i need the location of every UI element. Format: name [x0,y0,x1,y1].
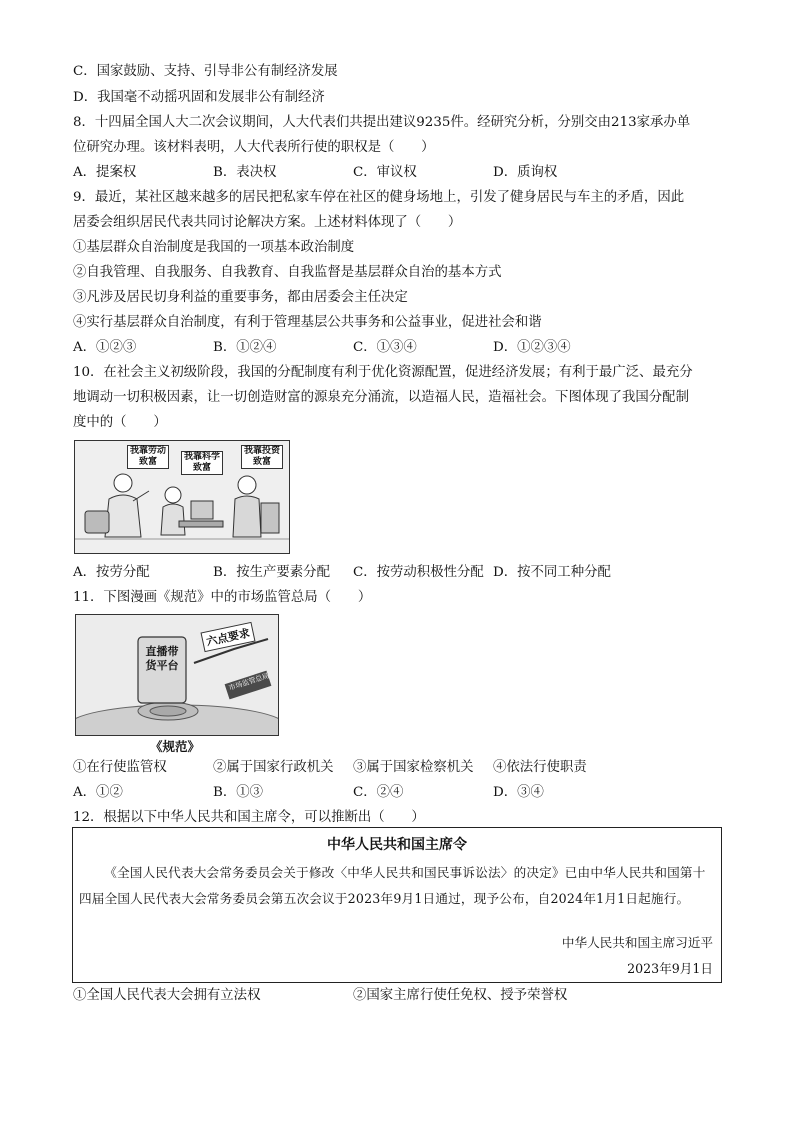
presidential-order-box [72,827,722,983]
six-requirements-tag: 六点要求 [200,622,255,652]
q11-option-c: C．②④ [353,785,404,800]
q11-cartoon [75,614,279,736]
q9-statement-4: ④实行基层群众自治制度，有利于管理基层公共事务和公益事业，促进社会和谐 [73,315,542,330]
q9-option-a: A．①②③ [73,340,137,355]
q11-statement-4: ④依法行使职责 [493,760,587,775]
bubble-labor: 我靠劳动致富 [127,445,169,469]
q11-statements [73,758,733,778]
q10-stem-line3: 度中的（ ） [73,415,167,430]
q8-stem-line2: 位研究办理。该材料表明，人大代表所行使的职权是（ ） [73,140,435,155]
q10-stem-line2: 地调动一切积极因素，让一切创造财富的源泉充分涌流，以造福人民，造福社会。下图体现了我国分配制 [73,390,689,405]
bubble-investment: 我靠投资致富 [241,445,283,469]
q11-options [73,783,733,803]
q8-stem-line1: 8．十四届全国人大二次会议期间，人大代表们共提出建议9235件。经研究分析，分别交由213家承办单 [73,115,691,130]
q11-statement-1: ①在行使监管权 [73,760,167,775]
bubble-science: 我靠科学致富 [181,451,223,475]
q9-options [73,338,733,358]
q10-option-a: A．按劳分配 [73,565,150,580]
q10-option-c: C．按劳动积极性分配 [353,565,484,580]
order-body: 《全国人民代表大会常务委员会关于修改〈中华人民共和国民事诉讼法〉的决定》已由中华人民共和国第十四届全国人民代表大会常务委员会第五次会议于2023年9月1日通过，现予公布，自2024年1月1日起施行。 [79,865,706,906]
prev-option-c: C．国家鼓励、支持、引导非公有制经济发展 [73,64,338,79]
q9-statement-3: ③凡涉及居民切身利益的重要事务，都由居委会主任决定 [73,290,408,305]
q8-option-d: D．质询权 [493,165,558,180]
q9-option-c: C．①③④ [353,340,417,355]
q11-caption: 《规范》 [150,739,201,754]
order-date: 2023年9月1日 [627,961,713,976]
q12-statements [73,986,733,1006]
q11-option-d: D．③④ [493,785,544,800]
q8-option-b: B．表决权 [213,165,277,180]
order-title: 中华人民共和国主席令 [327,837,467,853]
order-signer: 中华人民共和国主席习近平 [561,935,713,950]
q11-option-b: B．①③ [213,785,264,800]
q12-statement-1: ①全国人民代表大会拥有立法权 [73,988,261,1003]
q11-statement-2: ②属于国家行政机关 [213,760,334,775]
q10-cartoon [74,440,290,554]
q8-option-a: A．提案权 [73,165,137,180]
q9-option-d: D．①②③④ [493,340,571,355]
q10-options [73,563,733,583]
q11-option-a: A．①② [73,785,123,800]
q12-stem: 12．根据以下中华人民共和国主席令，可以推断出（ ） [73,810,425,825]
prev-option-d: D．我国毫不动摇巩固和发展非公有制经济 [73,90,325,105]
q10-stem-line1: 10．在社会主义初级阶段，我国的分配制度有利于优化资源配置，促进经济发展；有利于最广泛、最充分 [73,365,693,380]
q9-stem-line2: 居委会组织居民代表共同讨论解决方案。上述材料体现了（ ） [73,215,462,230]
q9-option-b: B．①②④ [213,340,277,355]
q9-statement-1: ①基层群众自治制度是我国的一项基本政治制度 [73,240,355,255]
q10-option-b: B．按生产要素分配 [213,565,330,580]
livestream-platform-sign: 直播带货平台 [145,645,179,672]
q11-statement-3: ③属于国家检察机关 [353,760,474,775]
regulator-stamp-label: 市场监管总局 [227,671,271,693]
q11-stem: 11．下图漫画《规范》中的市场监管总局（ ） [73,590,372,605]
q8-option-c: C．审议权 [353,165,417,180]
q12-statement-2: ②国家主席行使任免权、授予荣誉权 [353,988,568,1003]
q8-options [73,163,733,183]
q9-statement-2: ②自我管理、自我服务、自我教育、自我监督是基层群众自治的基本方式 [73,265,502,280]
q9-stem-line1: 9．最近，某社区越来越多的居民把私家车停在社区的健身场地上，引发了健身居民与车主的矛盾，因此 [73,190,685,205]
q10-option-d: D．按不同工种分配 [493,565,611,580]
